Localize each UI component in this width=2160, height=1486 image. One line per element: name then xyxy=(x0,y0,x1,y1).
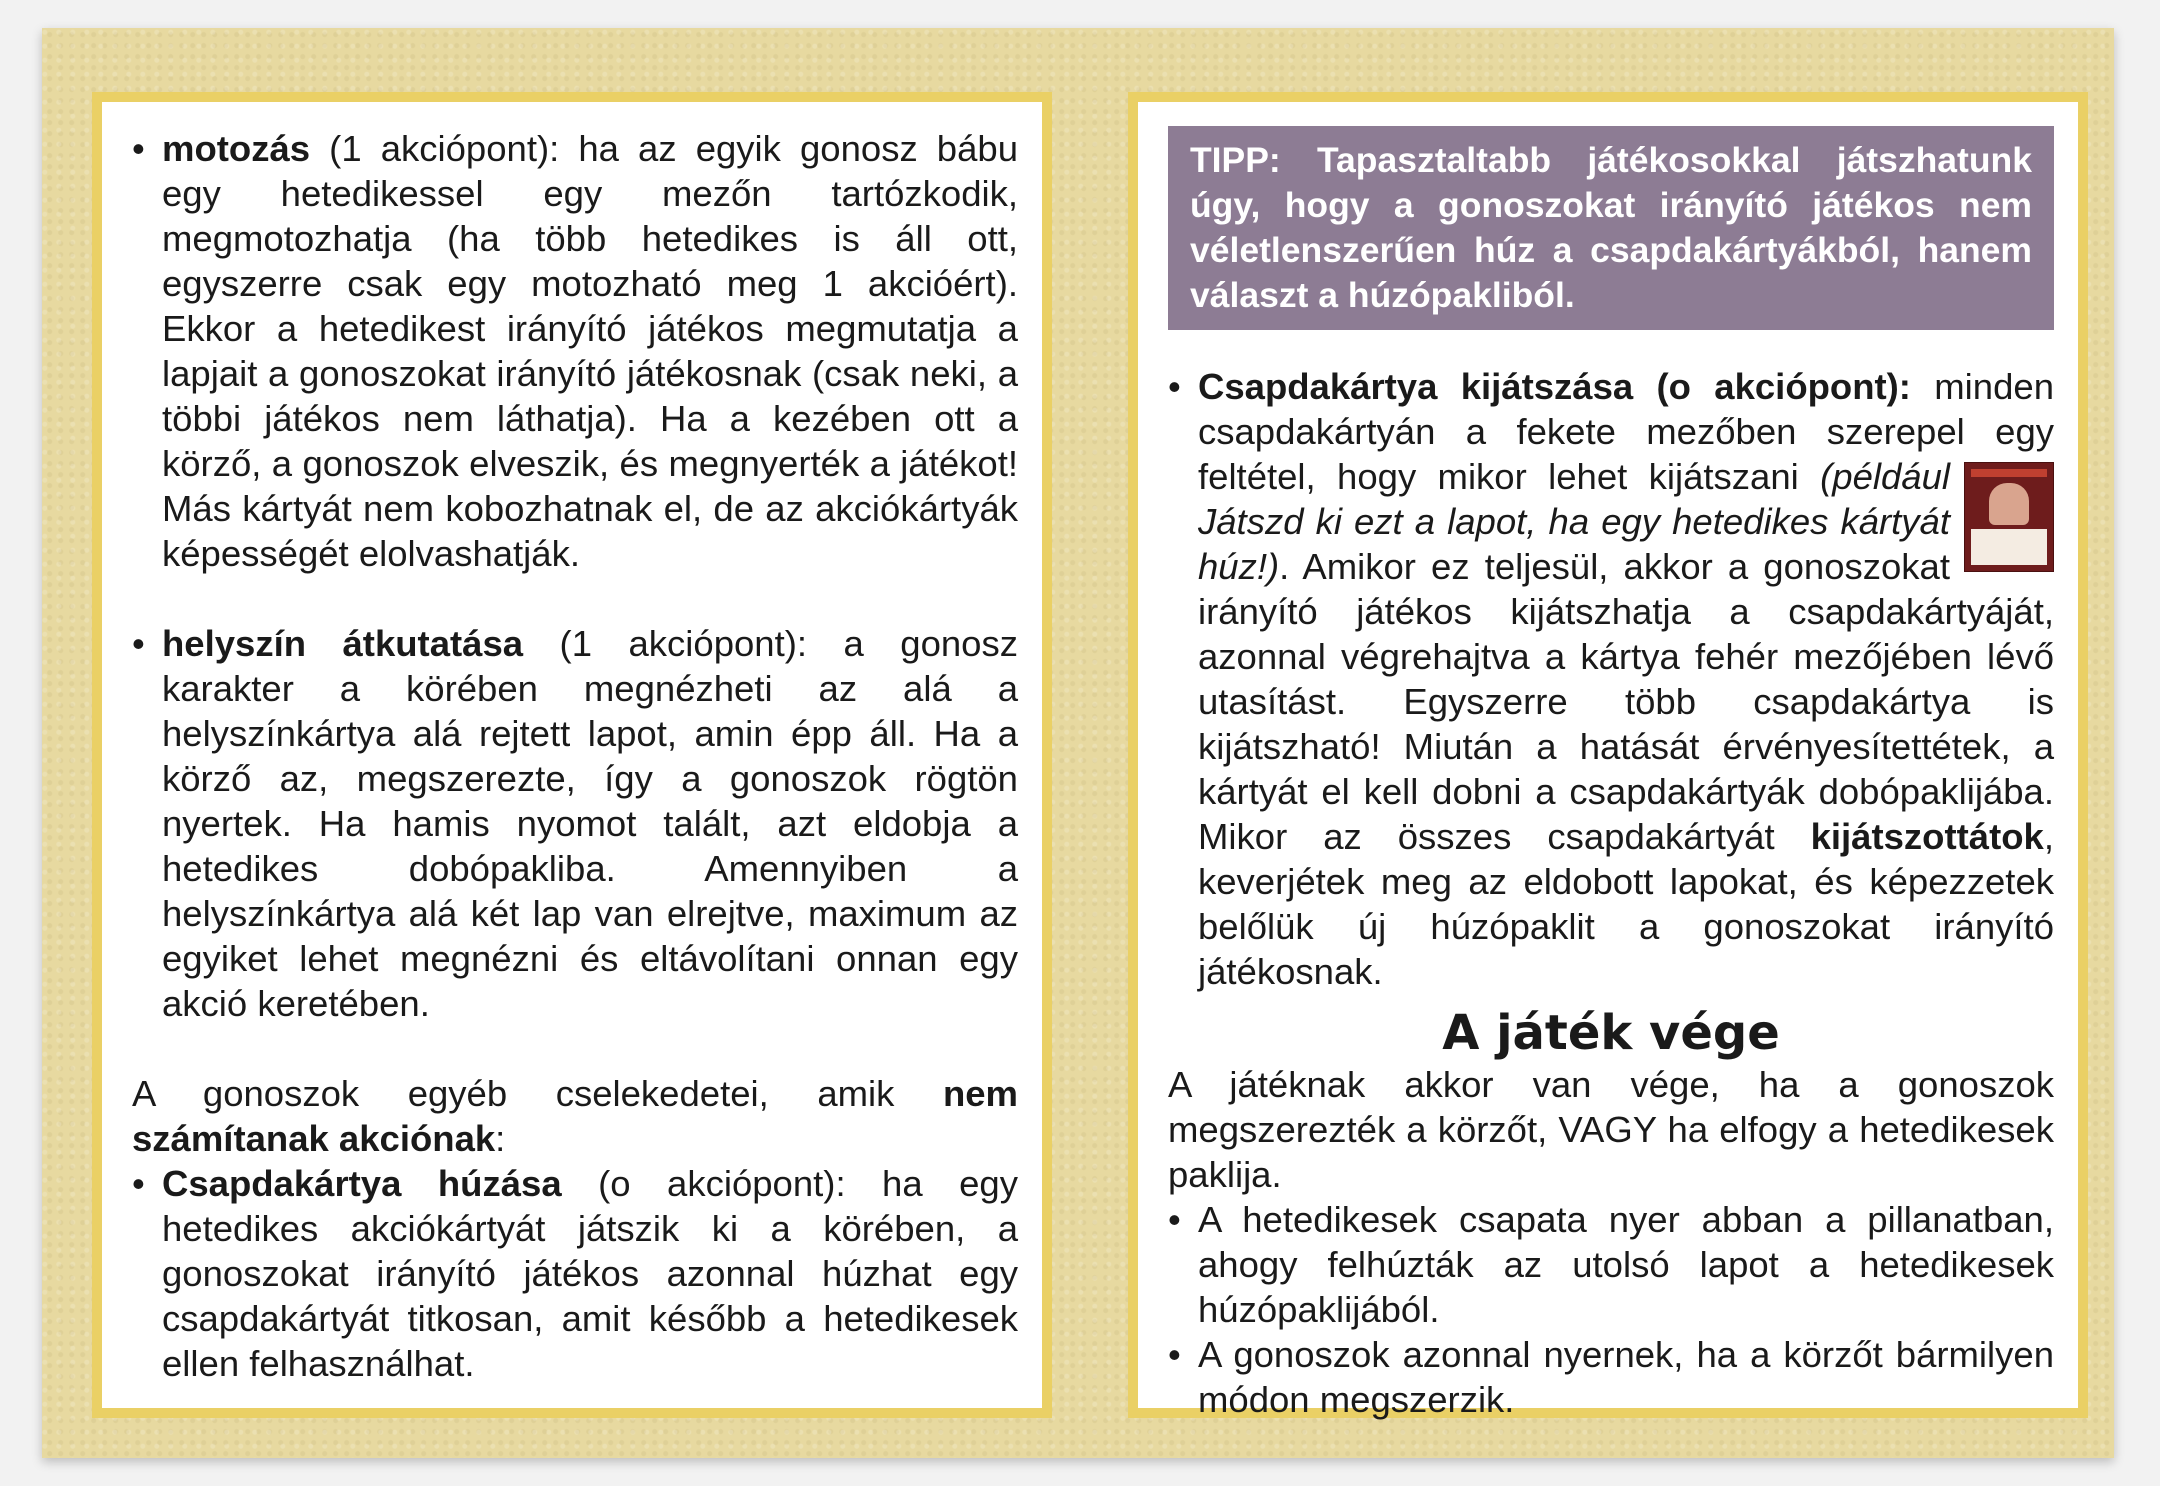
right-page-frame xyxy=(1128,92,2088,1418)
list-item-villains-win: • A gonoszok azonnal nyernek, ha a körzőt bármilyen módon megszerzik. xyxy=(1168,1332,2054,1422)
paragraph-other-actions xyxy=(132,1071,1018,1161)
trap-card-image xyxy=(1964,462,2054,572)
term-trap-play: Csapdakártya kijátszása (o akciópont): xyxy=(1198,366,1911,407)
list-item-location-search xyxy=(132,621,1018,1026)
text-trap-draw: (o akciópont): ha egy hetedikes akciókártyát játszik ki a körében, a gonoszokat irányító játékos azonnal húzhat egy csapdakártyát titkosan, amit később a hetedikesek ellen felhasználhat. xyxy=(162,1163,1018,1384)
paragraph-game-end: A játéknak akkor van vége, ha a gonoszok megszerezték a körzőt, VAGY ha elfogy a hetedikesek paklija. xyxy=(1168,1064,2054,1195)
term-search: motozás xyxy=(162,128,311,169)
left-page xyxy=(102,102,1042,1408)
text-trap-play-b: . Amikor ez teljesül, akkor a gonoszokat irányító játékos kijátszhatja a csapdakártyáját, azonnal végrehajtva a kártya fehér mezőjében lévő utasítást. Egyszerre több csapdakártya is kijátszható! Miután a hatását érvényesítettétek, a kártyát el kell dobni a csapdakártyák dobópaklijába. Mikor az összes csapdakártyát xyxy=(1198,546,2054,857)
booklet-spread xyxy=(42,28,2114,1458)
other-actions-end: : xyxy=(495,1118,506,1159)
list-item-trap-play xyxy=(1168,364,2054,994)
text-trap-play-c: , keverjétek meg az eldobott lapokat, és képezzetek belőlük új húzópaklit a gonoszokat irányító játékosnak. xyxy=(1198,816,2054,992)
right-page xyxy=(1138,102,2078,1420)
list-item-seventh-graders-win: • A hetedikesek csapata nyer abban a pillanatban, ahogy felhúzták az utolsó lapot a hetedikesek húzópaklijából. xyxy=(1168,1197,2054,1332)
term-trap-draw: Csapdakártya húzása xyxy=(162,1163,562,1204)
text-trap-play-bold: kijátszottátok xyxy=(1810,816,2044,857)
list-item-search xyxy=(132,126,1018,576)
term-location-search: helyszín átkutatása xyxy=(162,623,524,664)
list-item-trap-draw xyxy=(132,1161,1018,1386)
section-heading-game-end: A játék vége xyxy=(1442,1005,1780,1061)
text-trap-play-a: minden csapdakártyán a fekete mezőben szerepel egy feltétel, hogy mikor lehet kijátszani xyxy=(1198,366,2054,497)
tip-box: TIPP: Tapasztaltabb játékosokkal játszhatunk úgy, hogy a gonoszokat irányító játékos nem véletlenszerűen húz a csapdakártyákból, hanem választ a húzópakliból. xyxy=(1168,126,2054,330)
text-trap-play-italic: (például Játszd ki ezt a lapot, ha egy hetedikes kártyát húz!) xyxy=(1198,456,1950,587)
left-page-frame xyxy=(92,92,1052,1418)
text-search: (1 akciópont): ha az egyik gonosz bábu egy hetedikessel egy mezőn tartózkodik, megmotozhatja (ha több hetedikes is áll ott, egyszerre csak egy motozható meg 1 akcióért). Ekkor a hetedikest irányító játékos megmutatja a lapjait a gonoszokat irányító játékosnak (csak neki, a többi játékos nem láthatja). Ha a kezében ott a körző, a gonoszok elveszik, és megnyerték a játékot! Más kártyát nem kobozhatnak el, de az akciókártyák képességét elolvashatják. xyxy=(162,128,1018,574)
other-actions-start: A gonoszok egyéb cselekedetei, amik xyxy=(132,1073,943,1114)
other-actions-bold: nem számítanak akciónak xyxy=(132,1073,1018,1159)
text-location-search: (1 akciópont): a gonosz karakter a körében megnézheti az alá a helyszínkártya alá rejtett lapot, amin épp áll. Ha a körző az, megszerezte, így a gonoszok rögtön nyertek. Ha hamis nyomot talált, azt eldobja a hetedikes dobópakliba. Amennyiben a helyszínkártya alá két lap van elrejtve, maximum az egyiket lehet megnézni és eltávolítani onnan egy akció keretében. xyxy=(162,623,1018,1024)
